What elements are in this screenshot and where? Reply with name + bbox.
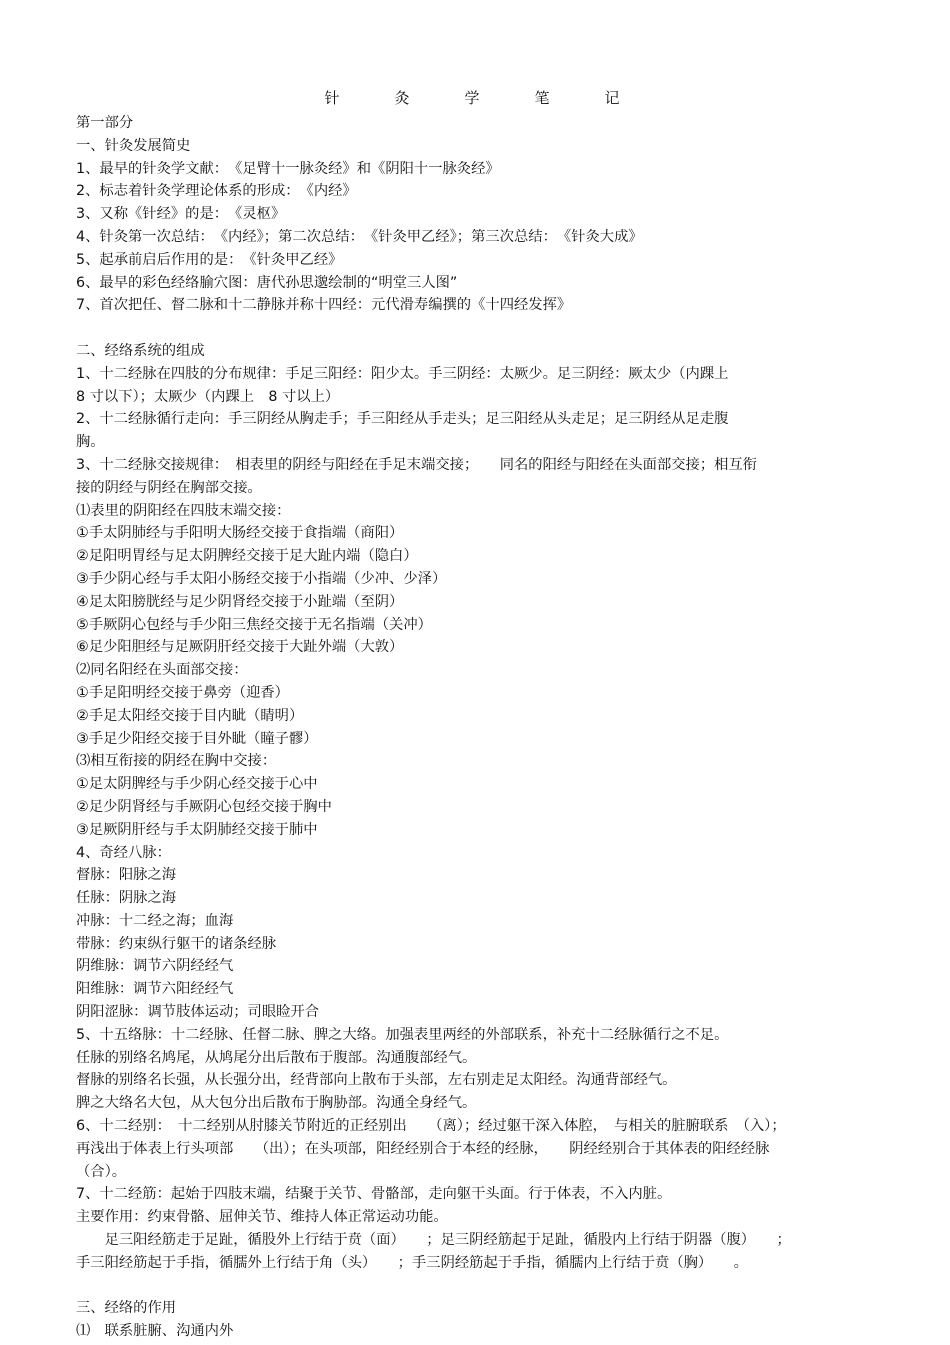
text-line: 任脉的别络名鸠尾，从鸠尾分出后散布于腹部。沟通腹部经气。: [76, 1049, 477, 1066]
text-line: 任脉：阴脉之海: [76, 890, 177, 907]
text-line: 阴阳涩脉：调节肢体运动；司眼睑开合: [76, 1004, 320, 1021]
text-line: （合）。: [76, 1163, 127, 1180]
text-line: 督脉的别络名长强，从长强分出，经背部向上散布于头部，左右别走足太阳经。沟通背部经气。: [76, 1072, 677, 1089]
blank-line: [76, 1275, 876, 1298]
text-line: ⑵同名阳经在头面部交接：: [76, 662, 248, 679]
text-line: ③手足少阳经交接于目外眦（瞳子髎）: [76, 730, 318, 747]
text-line: ①足太阴脾经与手少阴心经交接于心中: [76, 776, 318, 793]
text-line: 3、又称《针经》的是： 《灵枢》: [76, 206, 286, 223]
text-line: 5、十五络脉：十二经脉、任督二脉、脾之大络。加强表里两经的外部联系，补充十二经脉循行之不足。: [76, 1026, 729, 1043]
text-line: 6、最早的彩色经络腧穴图：唐代孙思邈绘制的“明堂三人图”: [76, 274, 458, 291]
text-line: ②足少阴肾经与手厥阴心包经交接于胸中: [76, 798, 332, 815]
text-line: 5、起承前启后作用的是： 《针灸甲乙经》: [76, 251, 343, 268]
text-line: ⑴表里的阴阳经在四肢末端交接：: [76, 502, 291, 519]
text-line: 8 寸以下）；太厥少（内踝上 8 寸以上）: [76, 388, 340, 405]
text-line: 二、经络系统的组成: [76, 342, 205, 359]
text-line: 冲脉：十二经之海；血海: [76, 912, 234, 929]
text-line: 1、最早的针灸学文献： 《足臂十一脉灸经》和《阴阳十一脉灸经》: [76, 160, 500, 177]
text-line: 1、十二经脉在四肢的分布规律：手足三阳经：阳少太。手三阴经：太厥少。足三阴经：厥太少（内踝上: [76, 365, 729, 382]
text-line: 4、针灸第一次总结： 《内经》；第二次总结： 《针灸甲乙经》；第三次总结： 《针灸大成》: [76, 228, 643, 245]
text-line: 2、标志着针灸学理论体系的形成： 《内经》: [76, 183, 357, 200]
text-line: 再浅出于体表上行头项部 （出）；在头项部，阳经经别合于本经的经脉， 阴经经别合于其体表的阳经经脉: [76, 1140, 770, 1157]
text-line: ②手足太阳经交接于目内眦（睛明）: [76, 707, 304, 724]
text-line: 三、经络的作用: [76, 1300, 177, 1317]
text-line: 足三阳经筋走于足趾，循股外上行结于贲（面） ；足三阴经筋起于足趾，循股内上行结于阴器（腹） ；: [76, 1232, 791, 1249]
text-line: 胸。: [76, 434, 105, 451]
text-line: 带脉：约束纵行躯干的诸条经脉: [76, 935, 277, 952]
text-line: ③手少阴心经与手太阳小肠经交接于小指端（少冲、少泽）: [76, 570, 447, 587]
text-line: ③足厥阴肝经与手太阴肺经交接于肺中: [76, 821, 318, 838]
text-line: 7、十二经筋：起始于四肢末端，结聚于关节、骨骼部，走向躯干头面。行于体表，不入内脏。: [76, 1186, 672, 1203]
text-line: 6、十二经别： 十二经别从肘膝关节附近的正经别出 （离）；经过躯干深入体腔， 与相关的脏腑联系 （入）；: [76, 1118, 786, 1135]
text-line: 主要作用：约束骨骼、屈伸关节、维持人体正常运动功能。: [76, 1209, 448, 1226]
text-line: 一、针灸发展简史: [76, 137, 191, 154]
text-line: 阳维脉：调节六阳经经气: [76, 981, 234, 998]
text-line: 4、奇经八脉：: [76, 844, 171, 861]
notes-body: [76, 112, 876, 1343]
text-line: 接的阴经与阴经在胸部交接。: [76, 479, 262, 496]
text-line: ⑶相互衔接的阴经在胸中交接：: [76, 753, 277, 770]
document-title: 针 灸 学 笔 记: [324, 89, 640, 107]
text-line: 3、十二经脉交接规律： 相表里的阴经与阳经在手足末端交接； 同名的阳经与阳经在头面部交接；相互衔: [76, 456, 758, 473]
text-line: 第一部分: [76, 115, 134, 131]
text-line: 脾之大络名大包，从大包分出后散布于胸胁部。沟通全身经气。: [76, 1095, 477, 1112]
blank-line: [76, 317, 876, 340]
text-line: 阴维脉：调节六阴经经气: [76, 958, 234, 975]
text-line: ①手太阴肺经与手阳明大肠经交接于食指端（商阳）: [76, 525, 404, 542]
text-line: ①手足阳明经交接于鼻旁（迎香）: [76, 684, 289, 701]
text-line: 督脉：阳脉之海: [76, 867, 177, 884]
text-line: 2、十二经脉循行走向：手三阴经从胸走手；手三阳经从手走头；足三阳经从头走足；足三阴经从足走腹: [76, 411, 729, 428]
text-line: ⑥足少阳胆经与足厥阴肝经交接于大趾外端（大敦）: [76, 639, 404, 656]
text-line: ④足太阳膀胱经与足少阴肾经交接于小趾端（至阴）: [76, 593, 404, 610]
text-line: ⑤手厥阴心包经与手少阳三焦经交接于无名指端（关冲）: [76, 616, 432, 633]
text-line: ⑴ 联系脏腑、沟通内外: [76, 1323, 234, 1340]
document-page: [76, 84, 876, 1343]
text-line: ②足阳明胃经与足太阴脾经交接于足大趾内端（隐白）: [76, 548, 418, 565]
text-line: 手三阳经筋起于手指，循臑外上行结于角（头） ；手三阴经筋起于手指，循臑内上行结于贲（胸） 。: [76, 1254, 748, 1271]
text-line: 7、首次把任、督二脉和十二静脉并称十四经：元代滑寿编撰的《十四经发挥》: [76, 297, 572, 314]
